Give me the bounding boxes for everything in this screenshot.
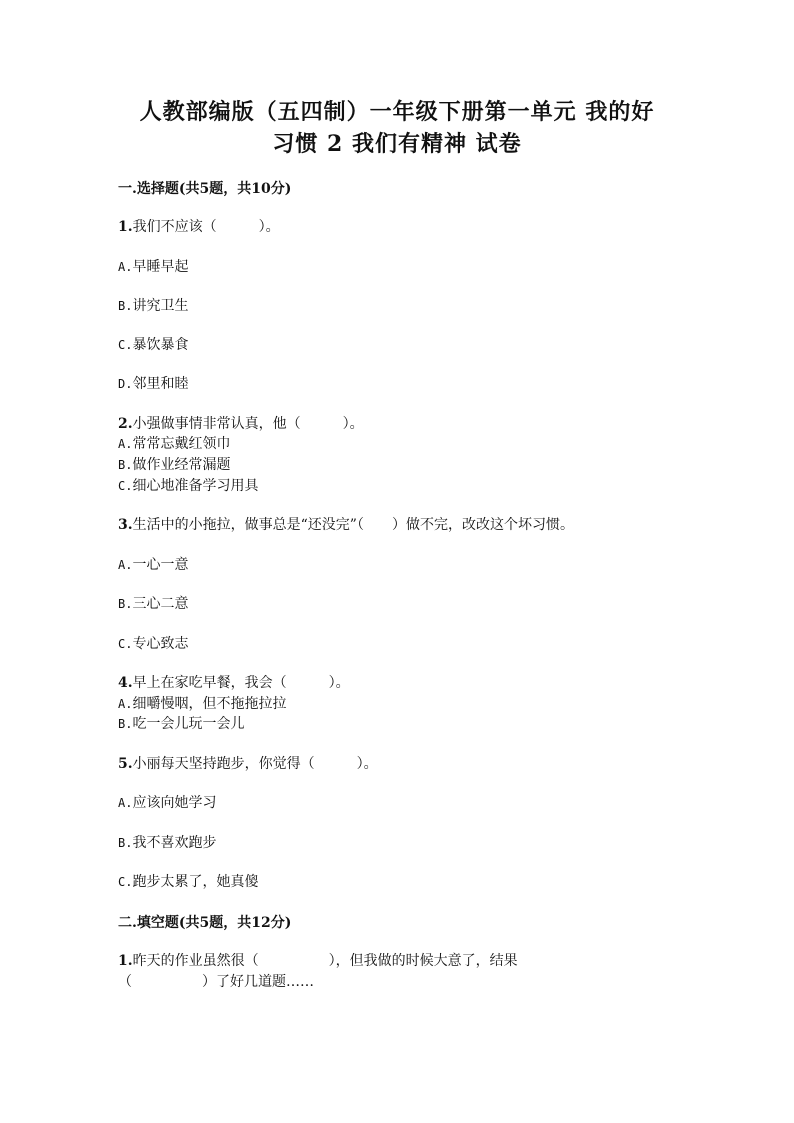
option-letter: C. (118, 875, 133, 889)
option-text: 做作业经常漏题 (132, 457, 231, 473)
option-text: 跑步太累了，她真傻 (132, 874, 259, 890)
option-text: 早睡早起 (132, 259, 189, 275)
option-1d[interactable] (118, 374, 188, 394)
option-3c[interactable] (118, 634, 188, 654)
document-title-line-2: 习惯 2 我们有精神 试卷 (272, 131, 522, 157)
option-letter: C. (118, 338, 133, 352)
option-letter: A. (118, 697, 133, 711)
option-4a[interactable] (118, 694, 286, 714)
option-2c[interactable] (118, 476, 258, 496)
option-letter: B. (118, 597, 133, 611)
question-4 (118, 673, 350, 693)
option-5c[interactable] (118, 872, 258, 892)
option-text: 我不喜欢跑步 (132, 835, 217, 851)
section-heading-multiple-choice: 一.选择题(共5题，共10分) (118, 181, 292, 197)
question-number: 4. (118, 675, 133, 691)
question-5 (118, 754, 378, 774)
option-4b[interactable] (118, 714, 244, 734)
question-text: 我们不应该（ ）。 (132, 219, 280, 235)
option-5a[interactable] (118, 793, 216, 813)
fill-question-1 (118, 951, 518, 971)
document-title-line-1: 人教部编版（五四制）一年级下册第一单元 我的好 (139, 99, 655, 125)
option-letter: B. (118, 299, 133, 313)
option-letter: C. (118, 637, 133, 651)
question-text: 早上在家吃早餐，我会（ ）。 (132, 675, 350, 691)
question-number: 1. (118, 219, 133, 235)
option-1c[interactable] (118, 335, 188, 355)
question-number: 3. (118, 517, 133, 533)
option-text: 应该向她学习 (132, 795, 217, 811)
option-letter: A. (118, 260, 133, 274)
option-text: 暴饮暴食 (132, 337, 189, 353)
option-text: 三心二意 (132, 596, 189, 612)
option-letter: B. (118, 458, 133, 472)
question-text: 昨天的作业虽然很（ ），但我做的时候大意了，结果 (132, 953, 518, 969)
question-number: 5. (118, 756, 133, 772)
option-text: 吃一会儿玩一会儿 (132, 716, 245, 732)
option-text: 专心致志 (132, 636, 189, 652)
question-2 (118, 414, 364, 434)
option-3b[interactable] (118, 594, 188, 614)
option-5b[interactable] (118, 833, 216, 853)
option-letter: A. (118, 437, 133, 451)
question-text: 生活中的小拖拉，做事总是“还没完”（ ）做不完，改改这个坏习惯。 (132, 517, 574, 533)
option-text: 细嚼慢咽，但不拖拖拉拉 (132, 696, 287, 712)
option-text: 讲究卫生 (132, 298, 189, 314)
option-text: 一心一意 (132, 557, 189, 573)
question-1 (118, 217, 280, 237)
option-letter: A. (118, 558, 133, 572)
question-number: 1. (118, 953, 133, 969)
option-3a[interactable] (118, 555, 188, 575)
option-text: 邻里和睦 (132, 376, 189, 392)
question-3 (118, 515, 574, 535)
question-text: 小强做事情非常认真，他（ ）。 (132, 416, 364, 432)
question-number: 2. (118, 416, 133, 432)
fill-question-1-continuation: （ ）了好几道题…… (118, 974, 314, 990)
option-1b[interactable] (118, 296, 188, 316)
option-2b[interactable] (118, 455, 230, 475)
option-text: 细心地准备学习用具 (132, 478, 259, 494)
option-letter: C. (118, 479, 133, 493)
option-2a[interactable] (118, 434, 230, 454)
section-heading-fill-in: 二.填空题(共5题，共12分) (118, 915, 292, 931)
option-1a[interactable] (118, 257, 188, 277)
question-text: 小丽每天坚持跑步，你觉得（ ）。 (132, 756, 378, 772)
option-letter: B. (118, 836, 133, 850)
option-letter: D. (118, 377, 133, 391)
option-letter: B. (118, 717, 133, 731)
option-text: 常常忘戴红领巾 (132, 436, 231, 452)
option-letter: A. (118, 796, 133, 810)
